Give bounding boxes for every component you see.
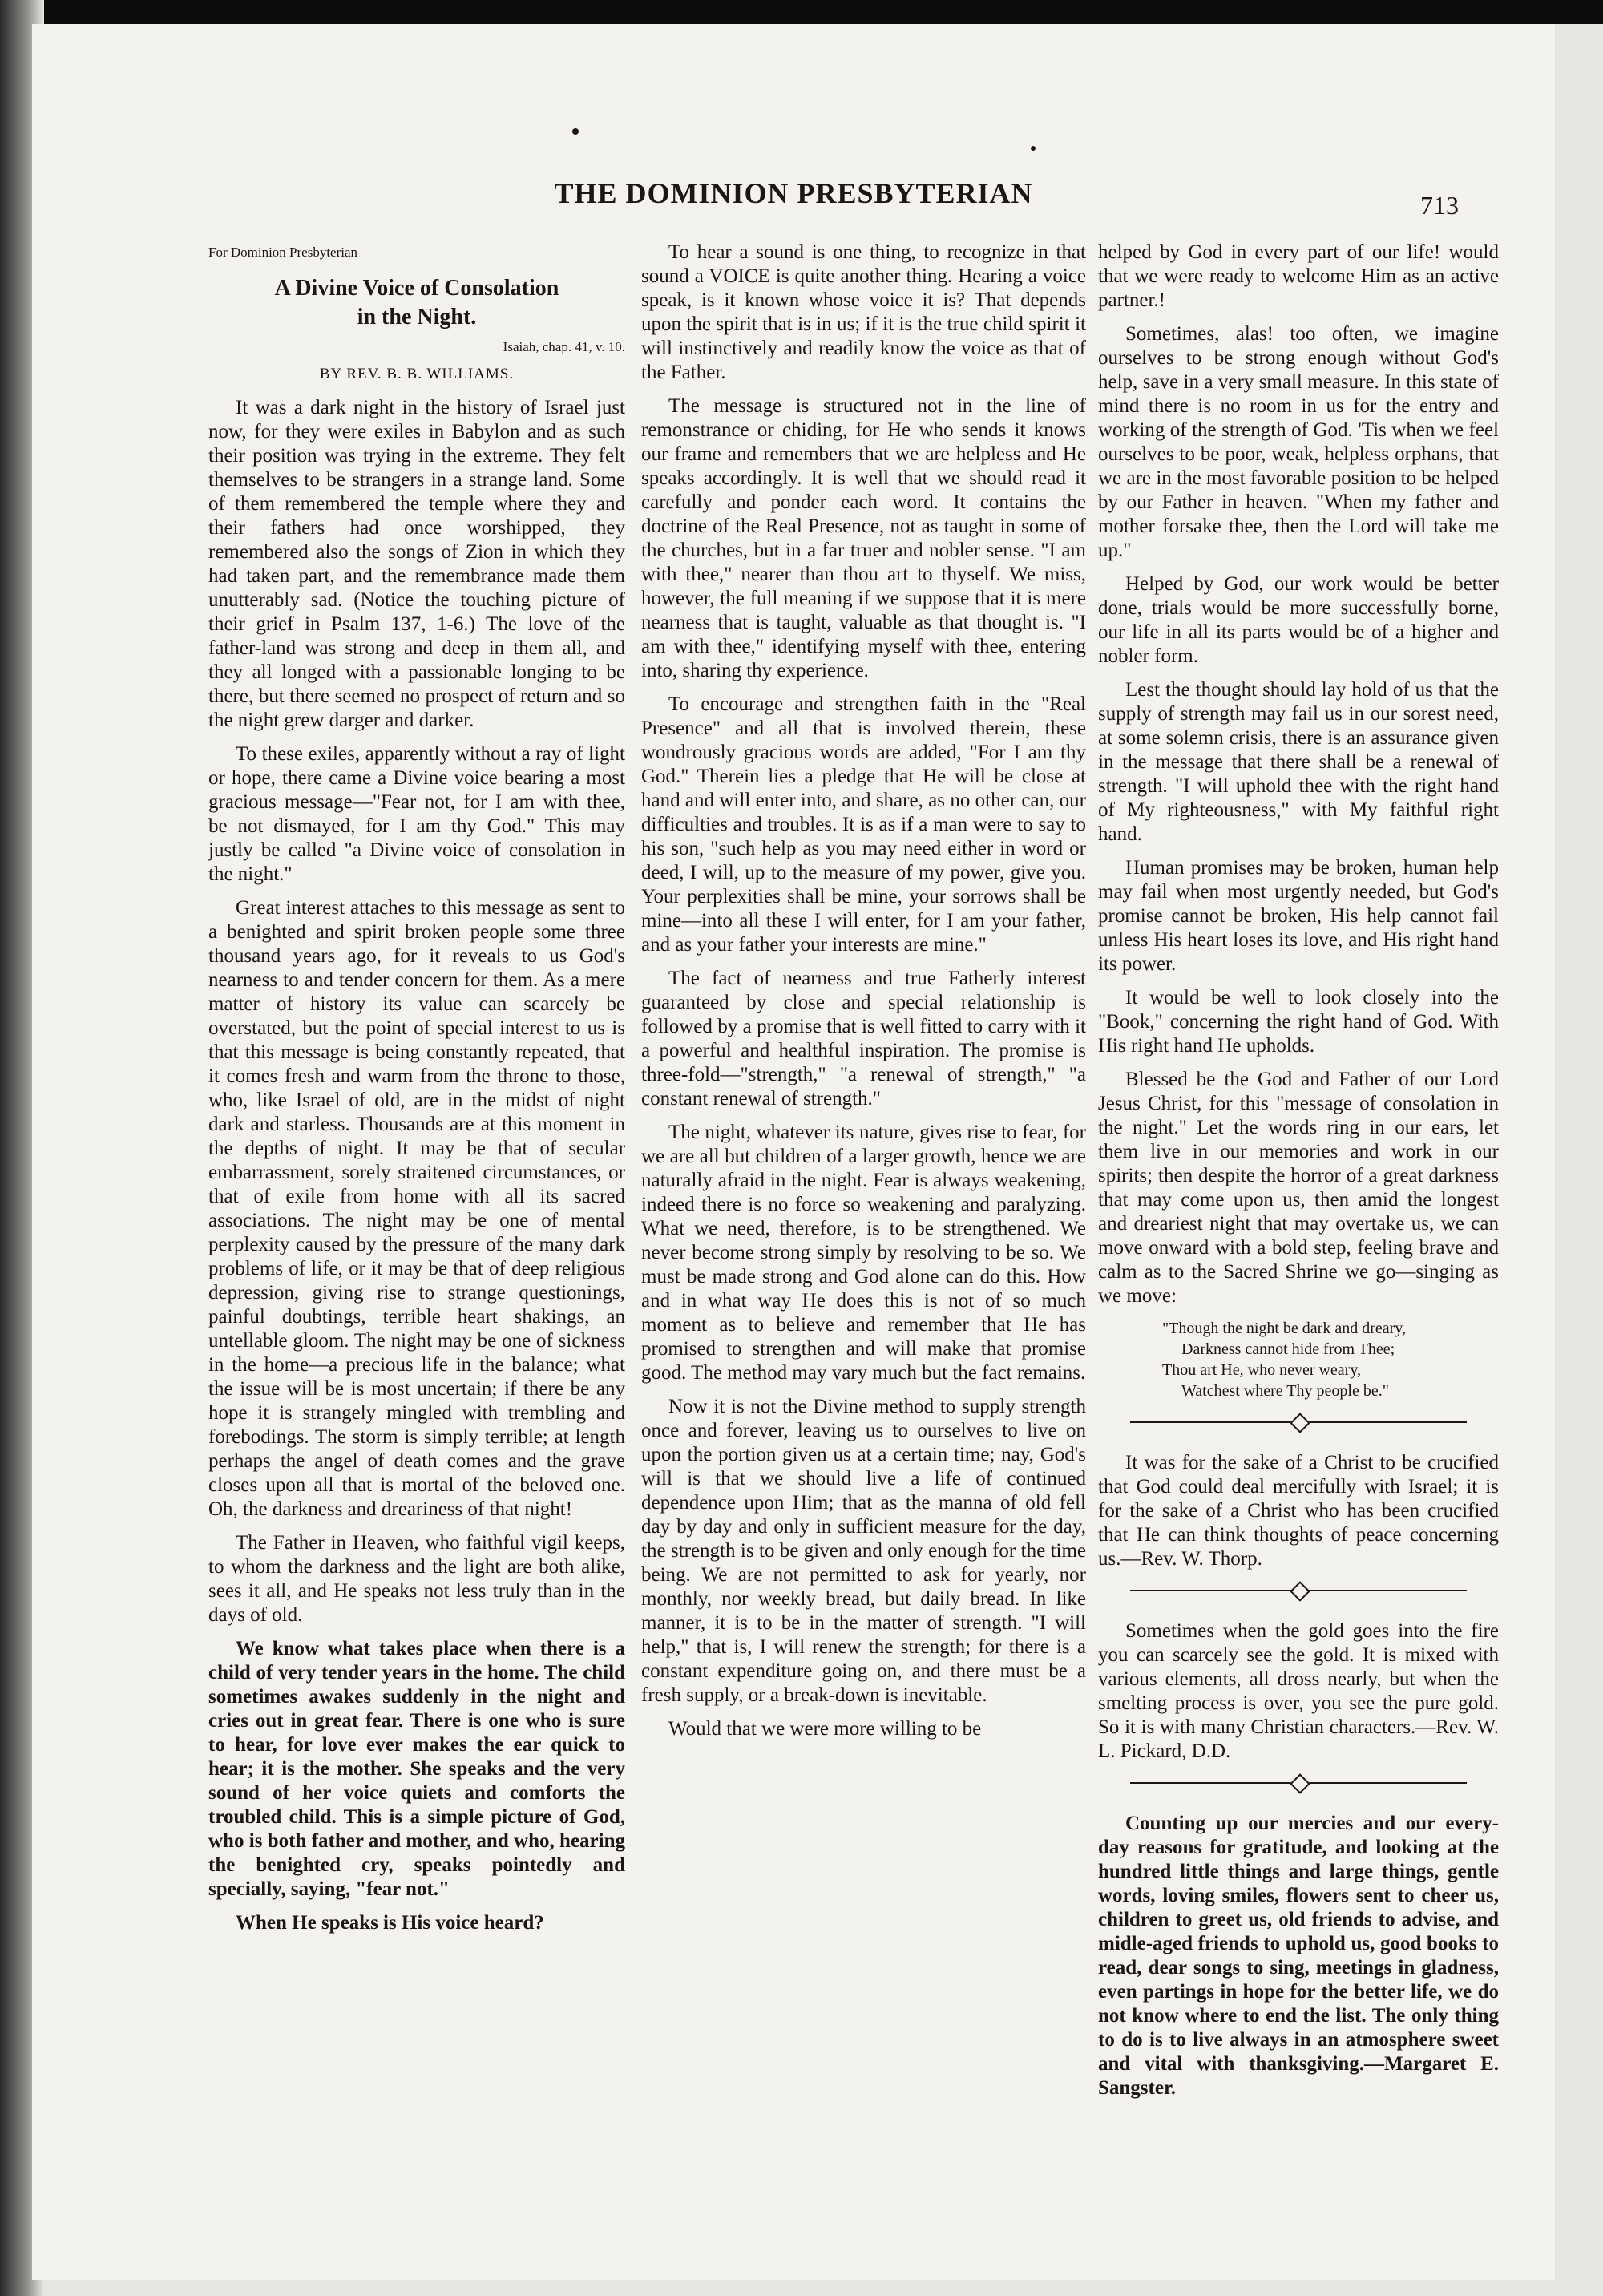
diamond-ornament-icon (1290, 1773, 1310, 1793)
paragraph: helped by God in every part of our life! would that we were ready to welcome Him as an active partner.! (1098, 241, 1499, 311)
paragraph: The night, whatever its nature, gives rise to fear, for we are all but children of a larger growth, hence we are naturally afraid in the night. Fear is always weakening, indeed there is no force so weakening and paralyzing. What we need, therefore, is to be strengthened. We never become strong simply by resolving to be so. We must be made strong and God alone can do this. How and in what way He does this is not of so much moment as to believe and remember that He has promised to strengthen and will make that promise good. The method may vary much but the fact remains. (641, 1122, 1086, 1384)
paragraph: Blessed be the God and Father of our Lord Jesus Christ, for this "message of consolation in the night." Let the words ring in our ears, let them live in our memories and work in our spirits; then despite the horror of a great darkness that may come upon us, then amid the longest and dreariest night that may overtake us, we can move onward with a bold step, feeling brave and calm as to the Sacred Shrine we go—singing as we move: (1098, 1069, 1499, 1307)
quote-thorp: It was for the sake of a Christ to be crucified that God could deal mercifully with Israel; it is for the sake of a Christ who has been crucified that He can think thoughts of peace concerning us.—Rev. W. Thorp. (1098, 1452, 1499, 1570)
verse-line: Thou art He, who never weary, (1162, 1361, 1362, 1379)
bold-section (1098, 1812, 1499, 2100)
paragraph: To hear a sound is one thing, to recognize in that sound a VOICE is quite another thing. Hearing a voice speak, is it known whose voice it is? That depends upon the spirit that is in us; if it is the true child spirit it will instinctively and readily know the voice as that of the Father. (641, 241, 1086, 383)
paragraph: We know what takes place when there is a child of very tender years in the home. The child sometimes awakes suddenly in the night and cries out in great fear. There is one who is sure to hear, for love ever makes the ear quick to hear; it is the mother. She speaks and the very sound of her voice quiets and comforts the troubled child. This is a simple picture of God, who is both father and mother, and who, hearing the benighted cry, speaks pointedly and specially, saying, "fear not." (208, 1638, 625, 1900)
scan-border-top (0, 0, 1603, 24)
hymn-verse (1162, 1318, 1499, 1401)
paragraph: To encourage and strengthen faith in the "Real Presence" and all that is involved therein, these wondrously gracious words are added, "For I am thy God." Therein lies a pledge that He will be close at hand and will enter into, and share, as no other can, our difficulties and troubles. It is as if a man were to say to his son, "such help as you may need either in word or deed, I will, up to the measure of my power, give you. Your perplexities shall be mine, your sorrows shall be mine—into all these I will enter, for I am your father, and as your father your interests are mine." (641, 693, 1086, 956)
paragraph: The Father in Heaven, who faithful vigil keeps, to whom the darkness and the light are both alike, sees it all, and He speaks not less truly than in the days of old. (208, 1532, 625, 1626)
paragraph: Lest the thought should lay hold of us that the supply of strength may fail us in our sorest need, at some solemn crisis, there is an assurance given in the message that there shall be a renewal of strength. "I will uphold thee with the right hand of My righteousness," with My faithful right hand. (1098, 679, 1499, 845)
paragraph: Sometimes, alas! too often, we imagine ourselves to be strong enough without God's help, save in a very small measure. In this state of mind there is no room in us for the entry and working of the strength of God. 'Tis when we feel ourselves to be poor, weak, helpless orphans, that we are in the most favorable position to be helped by our Father in heaven. "When my father and mother forsake thee, then the Lord will take me up." (1098, 323, 1499, 561)
bold-section (208, 1637, 625, 1935)
byline: BY REV. B. B. WILLIAMS. (319, 366, 515, 382)
paragraph: Great interest attaches to this message as sent to a benighted and spirit broken people some three thousand years ago, for it reveals to us God's nearness to and tender concern for them. As a mere matter of history its value can scarcely be overstated, but the point of special interest to us is that this message is being constantly repeated, that it comes fresh and warm from the throne to those, who, like Israel of old, are in the midst of night dark and starless. Thousands are at this moment in the depths of night. It may be that of secular embarrassment, sorely straitened circumstances, or that of exile from home with all its sacred associations. The night may be one of mental perplexity caused by the pressure of the many dark problems of life, or it may be that of deep religious depression, giving rise to strange questionings, painful doubtings, terrible heart shakings, an untellable gloom. The night may be one of sickness in the home—a precious life in the balance; what the issue will be is most uncertain; if there be any hope it is strangely mingled with trembling and forebodings. The storm is simply terrible; at length perhaps the angel of death comes and the grave closes upon all that is mortal of the beloved one. Oh, the darkness and dreariness of that night! (208, 897, 625, 1520)
article-title-line: A Divine Voice of Consolation (274, 276, 559, 301)
paragraph: Now it is not the Divine method to supply strength once and forever, leaving us to ourselves to live on upon the portion given us at a certain time; nay, God's will is that we should live a life of continued dependence upon Him; that as the manna of old fell day by day and only in sufficient measure for the day, the strength is to be given and only enough for the time being. We are not permitted to ask for yearly, nor monthly, nor weekly bread, but daily bread. In like manner, it is to be in the matter of strength. "I will help," that is, I will renew the strength; for there is a constant expenditure going on, and there must be a fresh supply, or a break-down is inevitable. (641, 1396, 1086, 1706)
paragraph: It was a dark night in the history of Israel just now, for they were exiles in Babylon and as such their position was trying in the extreme. They felt themselves to be strangers in a strange land. Some of them remembered the temple where they and their fathers had once worshipped, they remembered also the songs of Zion in which they had taken part, and the remembrance made them unutterably sad. (Notice the touching picture of their grief in Psalm 137, 1-6.) The love of the father-land was strong and deep in them all, and they all longed with a passionable longing to be there, but there seemed no prospect of return and so the night grew darger and darker. (208, 397, 625, 731)
column-1 (208, 241, 625, 1945)
ink-dot (1031, 146, 1036, 151)
column-2 (641, 241, 1086, 1751)
article-title (208, 274, 625, 332)
verse-line: Darkness cannot hide from Thee; (1181, 1340, 1395, 1358)
paragraph: When He speaks is His voice heard? (236, 1912, 544, 1934)
article-title-line: in the Night. (357, 305, 477, 329)
ink-dot (572, 128, 579, 135)
paragraph: Would that we were more willing to be (668, 1718, 982, 1740)
paragraph: The message is structured not in the line of remonstrance or chiding, for He who sends it knows our frame and remembers that we are helpless and He speaks accordingly. It is well that we should read it carefully and ponder each word. It contains the doctrine of the Real Presence, not as taught in some of the churches, but in a far truer and nobler sense. "I am with thee," nearer than thou art to thyself. We miss, however, the full meaning if we suppose that it is mere nearness that is taught, valuable as that thought is. "I am with thee," identifying myself with thee, entering into, sharing thy experience. (641, 395, 1086, 681)
section-divider (1130, 1413, 1467, 1432)
source-line: For Dominion Presbyterian (208, 245, 358, 260)
column-3 (1098, 241, 1499, 2110)
paragraph: The fact of nearness and true Fatherly interest guaranteed by close and special relationship is followed by a promise that is well fitted to carry with it a powerful and healthful inspiration. The promise is three-fold—"strength," "a renewal of strength," "a constant renewal of strength." (641, 968, 1086, 1110)
quote-pickard: Sometimes when the gold goes into the fire you can scarcely see the gold. It is mixed with various elements, all dross nearly, but when the smelting process is over, you see the pure gold. So it is with many Christian characters.—Rev. W. L. Pickard, D.D. (1098, 1620, 1499, 1762)
paragraph: Helped by God, our work would be better done, trials would be more successfully borne, our life in all its parts would be of a higher and nobler form. (1098, 573, 1499, 667)
paragraph: It would be well to look closely into the "Book," concerning the right hand of God. With His right hand He upholds. (1098, 987, 1499, 1057)
quote-sangster: Counting up our mercies and our every-day reasons for gratitude, and looking at the hundred little things and large things, gentle words, loving smiles, flowers sent to cheer us, children to greet us, old friends to advise, and midle-aged friends to uphold us, good books to read, dear songs to sing, meetings in gladness, even partings in hope for the better life, we do not know where to end the list. The only thing to do is to live always in an atmosphere sweet and vital with thanksgiving.—Margaret E. Sangster. (1098, 1813, 1499, 2099)
diamond-ornament-icon (1290, 1413, 1310, 1433)
section-divider (1130, 1773, 1467, 1793)
paragraph: To these exiles, apparently without a ray of light or hope, there came a Divine voice bearing a most gracious message—"Fear not, for I am with thee, be not dismayed, for I am thy God." This may justly be called "a Divine voice of consolation in the night." (208, 743, 625, 885)
scripture-reference: Isaiah, chap. 41, v. 10. (503, 339, 625, 354)
section-divider (1130, 1581, 1467, 1600)
paragraph: Human promises may be broken, human help may fail when most urgently needed, but God's promise cannot be broken, His help cannot fail unless His heart loses its love, and His right hand its power. (1098, 857, 1499, 975)
page-number: 713 (1420, 191, 1459, 220)
newspaper-page (32, 24, 1555, 2280)
running-title: THE DOMINION PRESBYTERIAN (554, 177, 1033, 209)
diamond-ornament-icon (1290, 1581, 1310, 1601)
verse-line: Watchest where Thy people be." (1181, 1382, 1389, 1400)
verse-line: "Though the night be dark and dreary, (1162, 1320, 1406, 1337)
